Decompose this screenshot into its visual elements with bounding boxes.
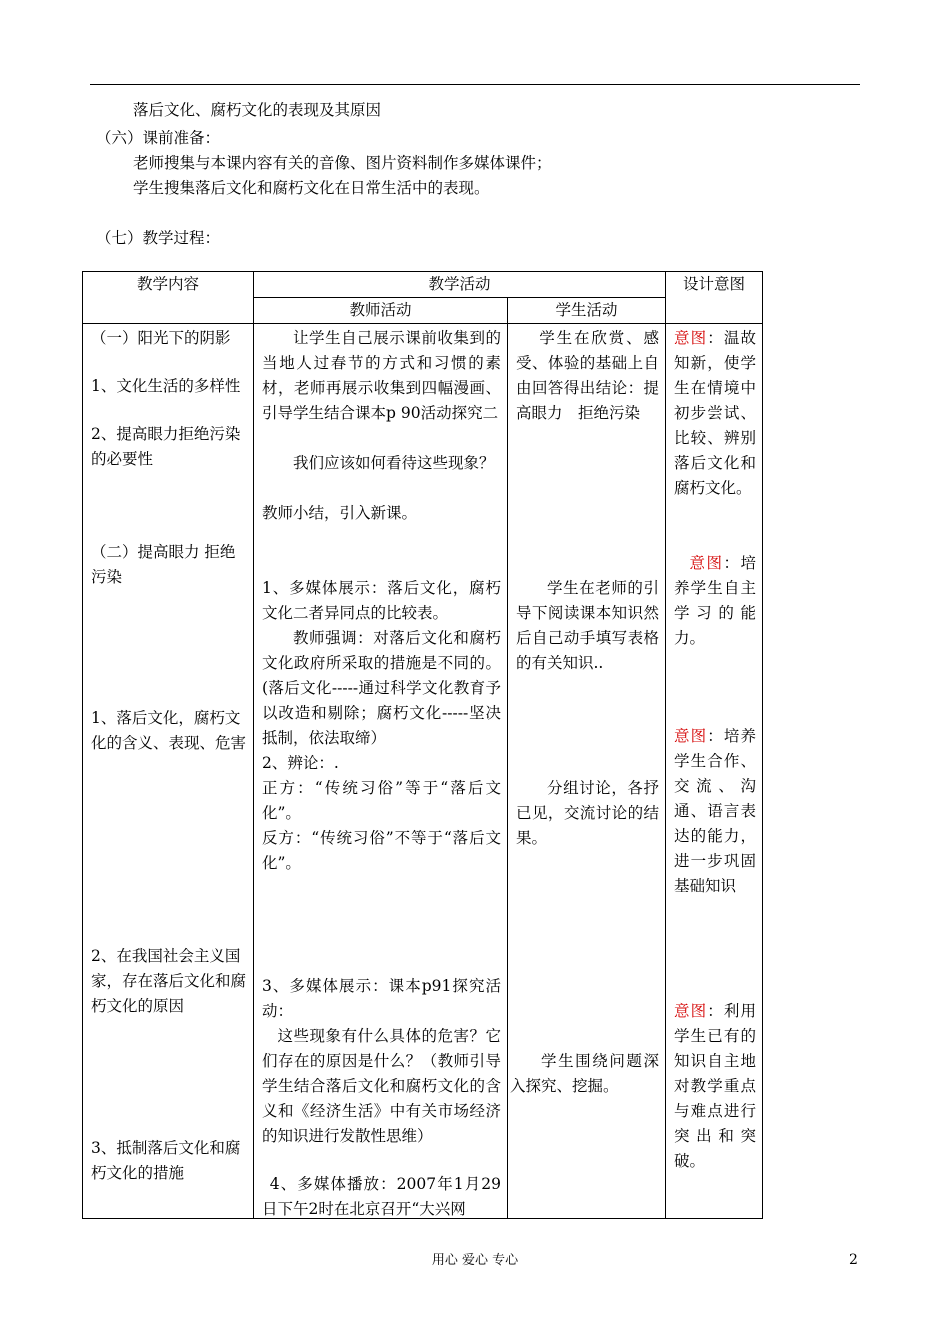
student-paragraph: 分组讨论，各抒已见，交流讨论的结果。 [516,779,660,847]
section-7-title: （七）教学过程： [96,229,221,247]
student-cell [508,324,666,1219]
header-teacher: 教师活动 [254,298,508,324]
page-number: 2 [849,1252,858,1268]
teacher-paragraph: 3、多媒体展示：课本p91探究活动： [262,977,501,1020]
teacher-paragraph: 让学生自己展示课前收集到的当地人过春节的方式和习惯的素材，老师再展示收集到四幅漫画、引导学生结合课本p 90活动探究二 [262,329,501,422]
intent-text: ：培养学生自主学习的能力。 [674,554,757,647]
teaching-process-table [82,271,763,1219]
intent-text: ：温故知新，使学生在情境中初步尝试、比较、辨别落后文化和腐朽文化。 [674,329,757,497]
teacher-paragraph: 这些现象有什么具体的危害？它们存在的原因是什么？（教师引导学生结合落后文化和腐朽文化的含义和《经济生活》中有关市场经济的知识进行发散性思维） [262,1027,501,1145]
intent-label: 意图 [674,727,708,745]
header-activity: 教学活动 [254,272,666,298]
intent-paragraph [674,326,756,501]
student-paragraph: 学生围绕问题深入探究、挖掘。 [510,1052,660,1095]
teacher-paragraph: 1、多媒体展示：落后文化，腐朽文化二者异同点的比较表。 [262,579,501,622]
intent-paragraph [674,551,756,651]
intent-text: ：利用学生已有的知识自主地对教学重点与难点进行突出和突破。 [674,1002,757,1170]
content-item: 2、提高眼力拒绝污染的必要性 [91,425,241,468]
intent-cell [666,324,763,1219]
student-paragraph: 学生在老师的引导下阅读课本知识然后自己动手填写表格的有关知识.. [516,579,660,672]
text-line: 学生搜集落后文化和腐朽文化在日常生活中的表现。 [133,179,490,197]
intent-label: 意图 [674,329,708,347]
header-rule [90,84,860,85]
teacher-paragraph: 教师小结，引入新课。 [262,504,418,522]
teacher-paragraph: 我们应该如何看待这些现象？ [293,454,495,472]
intent-paragraph [674,724,756,899]
intent-label: 意图 [674,1002,708,1020]
teacher-paragraph: 2、辨论：. [262,754,339,772]
text-line: 老师搜集与本课内容有关的音像、图片资料制作多媒体课件； [133,154,552,172]
intent-text: ：培养学生合作、交流、沟通、语言表达的能力，进一步巩固基础知识 [674,727,757,895]
header-intent: 设计意图 [666,272,763,324]
student-paragraph: 学生在欣赏、感受、体验的基础上自由回答得出结论：提高眼力 拒绝污染 [516,329,660,422]
teacher-paragraph: 教师强调：对落后文化和腐朽文化政府所采取的措施是不同的。(落后文化-----通过科学文化教育予以改造和剔除；腐朽文化-----坚决抵制，依法取缔） [262,629,501,747]
intent-paragraph [674,999,756,1174]
text-line: 落后文化、腐朽文化的表现及其原因 [133,101,382,119]
content-item: 3、抵制落后文化和腐朽文化的措施 [91,1139,241,1182]
teacher-paragraph: 正方：“传统习俗”等于“落后文化”。 [262,779,501,822]
teacher-cell [254,324,508,1219]
content-item: 1、落后文化，腐朽文化的含义、表现、危害 [91,709,247,752]
section-6-title: （六）课前准备： [96,129,221,147]
content-item: （一）阳光下的阴影 [91,329,231,347]
content-item: （二）提高眼力 拒绝污染 [91,543,236,586]
content-item: 2、在我国社会主义国家，存在落后文化和腐朽文化的原因 [91,947,247,1015]
header-content: 教学内容 [83,272,254,324]
teacher-paragraph: 反方：“传统习俗”不等于“落后文化”。 [262,829,501,872]
content-cell [83,324,254,1219]
header-student: 学生活动 [508,298,666,324]
teacher-paragraph: 4、多媒体播放：2007年1月29日下午2时在北京召开“大兴网 [262,1175,501,1218]
content-item: 1、文化生活的多样性 [91,377,241,395]
intent-label: 意图 [689,554,724,572]
footer-motto: 用心 爱心 专心 [431,1253,519,1268]
